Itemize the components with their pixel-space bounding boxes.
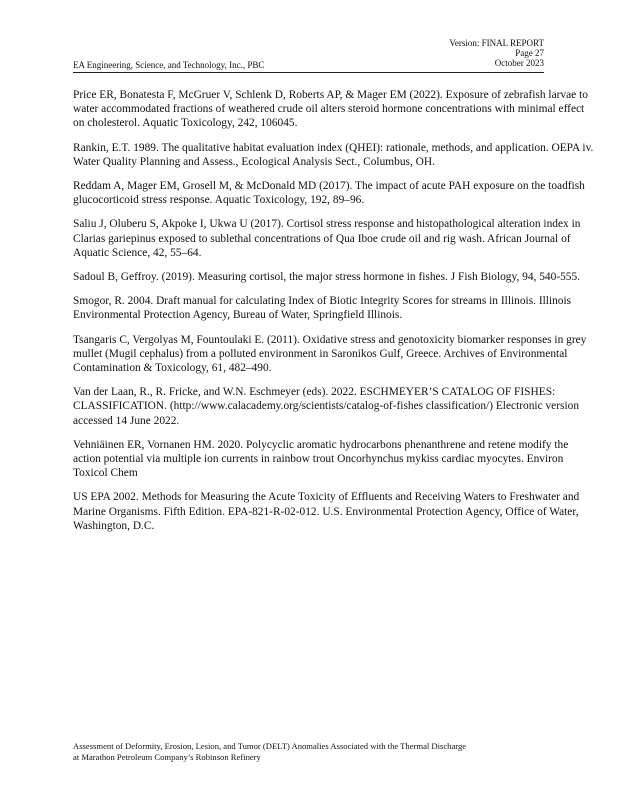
reference-entry: Rankin, E.T. 1989. The qualitative habitat evaluation index (QHEI): rationale, methods, and application. OEPA iv. Water Quality Planning and Assess., Ecological Analysis Sect., Columbus, OH. — [73, 141, 594, 168]
footer-line: at Marathon Petroleum Company’s Robinson Refinery — [73, 751, 261, 762]
version-label: Version: FINAL REPORT — [449, 38, 544, 48]
reference-entry: Vehniäinen ER, Vornanen HM. 2020. Polycyclic aromatic hydrocarbons phenanthrene and retene modify the action potential via multiple ion currents in rainbow trout Oncorhynchus mykiss cardiac myocytes. Environ Toxicol Chem — [73, 438, 569, 480]
reference-entry: Price ER, Bonatesta F, McGruer V, Schlenk D, Roberts AP, & Mager EM (2022). Exposure of zebrafish larvae to water accommodated fractions of weathered crude oil alters steroid hormone concentrations with minimal effect on cholesterol. Aquatic Toxicology, 242, 106045. — [73, 89, 588, 130]
footer-line: Assessment of Deformity, Erosion, Lesion, and Tumor (DELT) Anomalies Associated with the Thermal Discharge — [73, 741, 467, 751]
report-date: October 2023 — [494, 58, 544, 68]
page-footer — [73, 741, 593, 762]
header-divider — [73, 72, 544, 73]
reference-entry: Reddam A, Mager EM, Grosell M, & McDonald MD (2017). The impact of acute PAH exposure on the toadfish glucocorticoid stress response. Aquatic Toxicology, 192, 89–96. — [73, 180, 585, 207]
reference-entry: Saliu J, Oluberu S, Akpoke I, Ukwa U (2017). Cortisol stress response and histopathological alteration index in Clarias gariepinus exposed to sublethal concentrations of Qua Iboe crude oil and rig wash. African Journal of Aquatic Science, 42, 55–64. — [73, 218, 581, 259]
company-name: EA Engineering, Science, and Technology, Inc., PBC — [73, 60, 265, 70]
page-number: Page 27 — [515, 48, 544, 58]
reference-entry: Tsangaris C, Vergolyas M, Fountoulaki E. (2011). Oxidative stress and genotoxicity biomarker responses in grey mullet (Mugil cephalus) from a polluted environment in Saronikos Gulf, Greece. Archives of Environmental Contamination & Toxicology, 61, 482–490. — [73, 333, 587, 375]
reference-entry: Van der Laan, R., R. Fricke, and W.N. Eschmeyer (eds). 2022. ESCHMEYER’S CATALOG OF FISHES: CLASSIFICATION. (http://www.calacademy.org/scientists/catalog-of-fishes classification/) Electronic version accessed 14 June 2022. — [73, 386, 580, 427]
page-header-right — [449, 38, 544, 68]
reference-entry: Smogor, R. 2004. Draft manual for calculating Index of Biotic Integrity Scores for streams in Illinois. Illinois Environmental Protection Agency, Bureau of Water, Springfield Illinois. — [73, 295, 572, 322]
reference-entry: US EPA 2002. Methods for Measuring the Acute Toxicity of Effluents and Receiving Waters to Freshwater and Marine Organisms. Fifth Edition. EPA-821-R-02-012. U.S. Environmental Protection Agency, Office of Water, Washington, D.C. — [73, 491, 580, 532]
reference-entry: Sadoul B, Geffroy. (2019). Measuring cortisol, the major stress hormone in fishes. J Fish Biology, 94, 540-555. — [73, 271, 581, 284]
reference-list — [73, 88, 595, 543]
